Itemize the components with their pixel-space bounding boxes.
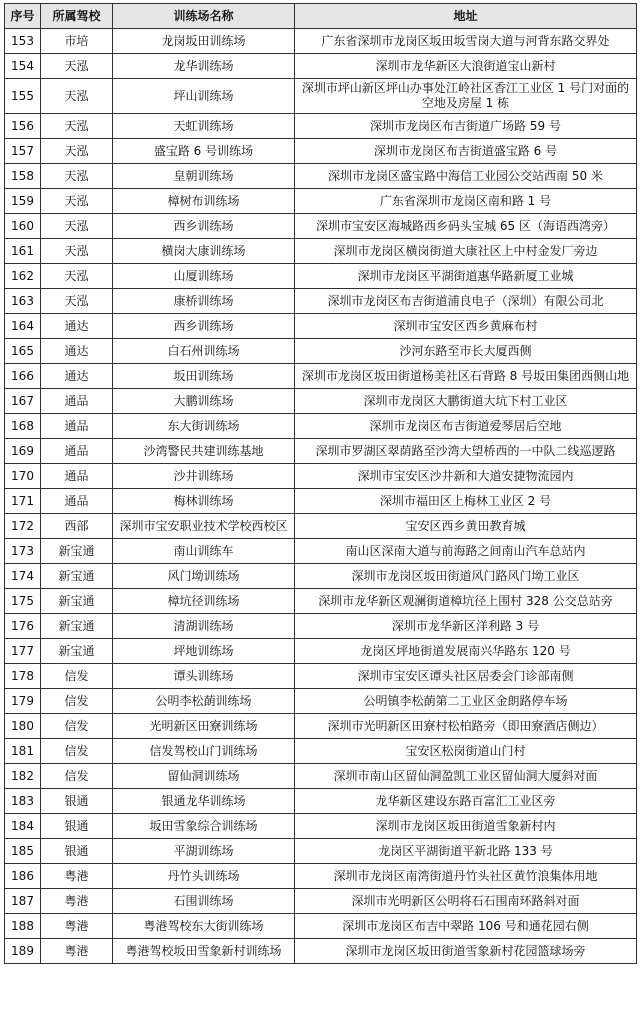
- ground-name-cell: 盛宝路 6 号训练场: [113, 139, 295, 164]
- address-cell: 深圳市龙岗区坂田街道风门路风门坳工业区: [295, 564, 637, 589]
- table-row: [5, 539, 637, 564]
- serial-number-cell: 176: [5, 614, 41, 639]
- driving-school-cell: 通品: [41, 389, 113, 414]
- address-cell: 广东省深圳市龙岗区南和路 1 号: [295, 189, 637, 214]
- header-address: 地址: [295, 4, 637, 29]
- table-header-row: [5, 4, 637, 29]
- driving-school-cell: 天泓: [41, 289, 113, 314]
- ground-name-cell: 大鹏训练场: [113, 389, 295, 414]
- serial-number-cell: 174: [5, 564, 41, 589]
- table-row: [5, 564, 637, 589]
- ground-name-cell: 樟树布训练场: [113, 189, 295, 214]
- table-row: [5, 314, 637, 339]
- ground-name-cell: 樟坑径训练场: [113, 589, 295, 614]
- address-cell: 广东省深圳市龙岗区坂田坂雪岗大道与河背东路交界处: [295, 29, 637, 54]
- serial-number-cell: 186: [5, 864, 41, 889]
- serial-number-cell: 154: [5, 54, 41, 79]
- table-row: [5, 739, 637, 764]
- table-body: [5, 29, 637, 964]
- table-row: [5, 289, 637, 314]
- table-row: [5, 439, 637, 464]
- table-row: [5, 514, 637, 539]
- driving-school-cell: 天泓: [41, 189, 113, 214]
- address-cell: 深圳市光明新区田寮村松柏路旁（即田寮酒店侧边）: [295, 714, 637, 739]
- ground-name-cell: 谭头训练场: [113, 664, 295, 689]
- table-row: [5, 764, 637, 789]
- ground-name-cell: 梅林训练场: [113, 489, 295, 514]
- serial-number-cell: 168: [5, 414, 41, 439]
- driving-school-cell: 天泓: [41, 164, 113, 189]
- driving-school-cell: 通品: [41, 464, 113, 489]
- table-row: [5, 789, 637, 814]
- serial-number-cell: 177: [5, 639, 41, 664]
- driving-school-cell: 银通: [41, 839, 113, 864]
- address-cell: 深圳市龙岗区坂田街道杨美社区石背路 8 号坂田集团西侧山地: [295, 364, 637, 389]
- table-row: [5, 814, 637, 839]
- driving-school-cell: 天泓: [41, 79, 113, 114]
- table-row: [5, 414, 637, 439]
- address-cell: 深圳市宝安区海城路西乡码头宝城 65 区（海语西湾旁）: [295, 214, 637, 239]
- driving-school-cell: 通品: [41, 439, 113, 464]
- address-cell: 深圳市光明新区公明将石石围南环路斜对面: [295, 889, 637, 914]
- ground-name-cell: 粤港驾校坂田雪象新村训练场: [113, 939, 295, 964]
- table-row: [5, 364, 637, 389]
- ground-name-cell: 天虹训练场: [113, 114, 295, 139]
- serial-number-cell: 178: [5, 664, 41, 689]
- table-row: [5, 339, 637, 364]
- driving-school-cell: 粤港: [41, 889, 113, 914]
- ground-name-cell: 山厦训练场: [113, 264, 295, 289]
- address-cell: 公明镇李松蓢第二工业区金朗路停车场: [295, 689, 637, 714]
- driving-school-cell: 通达: [41, 364, 113, 389]
- ground-name-cell: 粤港驾校东大街训练场: [113, 914, 295, 939]
- address-cell: 沙河东路至市长大厦西侧: [295, 339, 637, 364]
- driving-school-cell: 天泓: [41, 114, 113, 139]
- address-cell: 深圳市龙岗区布吉中翠路 106 号和通花园右侧: [295, 914, 637, 939]
- address-cell: 深圳市坪山新区坪山办事处江岭社区香江工业区 1 号门对面的空地及房屋 1 栋: [295, 79, 637, 114]
- ground-name-cell: 沙湾警民共建训练基地: [113, 439, 295, 464]
- address-cell: 深圳市龙岗区南湾街道丹竹头社区黄竹浪集体用地: [295, 864, 637, 889]
- driving-school-cell: 新宝通: [41, 589, 113, 614]
- driving-school-cell: 粤港: [41, 864, 113, 889]
- table-row: [5, 264, 637, 289]
- serial-number-cell: 155: [5, 79, 41, 114]
- address-cell: 深圳市福田区上梅林工业区 2 号: [295, 489, 637, 514]
- table-row: [5, 714, 637, 739]
- address-cell: 深圳市龙华新区大浪街道宝山新村: [295, 54, 637, 79]
- table-row: [5, 189, 637, 214]
- serial-number-cell: 156: [5, 114, 41, 139]
- table-row: [5, 914, 637, 939]
- table-row: [5, 689, 637, 714]
- table-row: [5, 639, 637, 664]
- serial-number-cell: 153: [5, 29, 41, 54]
- table-row: [5, 864, 637, 889]
- serial-number-cell: 164: [5, 314, 41, 339]
- table-row: [5, 54, 637, 79]
- serial-number-cell: 165: [5, 339, 41, 364]
- table-row: [5, 389, 637, 414]
- driving-school-cell: 信发: [41, 714, 113, 739]
- serial-number-cell: 157: [5, 139, 41, 164]
- ground-name-cell: 龙华训练场: [113, 54, 295, 79]
- table-row: [5, 489, 637, 514]
- address-cell: 深圳市龙岗区盛宝路中海信工业园公交站西南 50 米: [295, 164, 637, 189]
- table-row: [5, 464, 637, 489]
- table-row: [5, 114, 637, 139]
- ground-name-cell: 坪山训练场: [113, 79, 295, 114]
- serial-number-cell: 184: [5, 814, 41, 839]
- address-cell: 深圳市宝安区谭头社区居委会门诊部南侧: [295, 664, 637, 689]
- address-cell: 南山区深南大道与前海路之间南山汽车总站内: [295, 539, 637, 564]
- table-row: [5, 589, 637, 614]
- address-cell: 深圳市龙岗区布吉街道浦良电子（深圳）有限公司北: [295, 289, 637, 314]
- address-cell: 宝安区松岗街道山门村: [295, 739, 637, 764]
- address-cell: 深圳市南山区留仙洞盈凯工业区留仙洞大厦斜对面: [295, 764, 637, 789]
- serial-number-cell: 182: [5, 764, 41, 789]
- address-cell: 深圳市龙岗区布吉街道广场路 59 号: [295, 114, 637, 139]
- driving-school-cell: 粤港: [41, 914, 113, 939]
- ground-name-cell: 信发驾校山门训练场: [113, 739, 295, 764]
- table-row: [5, 939, 637, 964]
- table-row: [5, 214, 637, 239]
- driving-school-cell: 信发: [41, 739, 113, 764]
- ground-name-cell: 龙岗坂田训练场: [113, 29, 295, 54]
- ground-name-cell: 平湖训练场: [113, 839, 295, 864]
- address-cell: 深圳市罗湖区翠荫路至沙湾大望桥西的一中队二线巡逻路: [295, 439, 637, 464]
- address-cell: 深圳市龙岗区坂田街道雪象新村花园篮球场旁: [295, 939, 637, 964]
- serial-number-cell: 172: [5, 514, 41, 539]
- address-cell: 龙岗区坪地街道发展南兴华路东 120 号: [295, 639, 637, 664]
- address-cell: 龙岗区平湖街道平新北路 133 号: [295, 839, 637, 864]
- ground-name-cell: 西乡训练场: [113, 214, 295, 239]
- address-cell: 宝安区西乡黄田教育城: [295, 514, 637, 539]
- serial-number-cell: 187: [5, 889, 41, 914]
- table-row: [5, 164, 637, 189]
- driving-school-cell: 信发: [41, 689, 113, 714]
- serial-number-cell: 173: [5, 539, 41, 564]
- serial-number-cell: 171: [5, 489, 41, 514]
- serial-number-cell: 183: [5, 789, 41, 814]
- header-serial-number: 序号: [5, 4, 41, 29]
- ground-name-cell: 坪地训练场: [113, 639, 295, 664]
- ground-name-cell: 风门坳训练场: [113, 564, 295, 589]
- serial-number-cell: 163: [5, 289, 41, 314]
- serial-number-cell: 166: [5, 364, 41, 389]
- ground-name-cell: 公明李松蓢训练场: [113, 689, 295, 714]
- driving-school-cell: 银通: [41, 789, 113, 814]
- ground-name-cell: 坂田雪象综合训练场: [113, 814, 295, 839]
- ground-name-cell: 坂田训练场: [113, 364, 295, 389]
- table-row: [5, 614, 637, 639]
- address-cell: 深圳市龙岗区布吉街道盛宝路 6 号: [295, 139, 637, 164]
- driving-school-cell: 新宝通: [41, 614, 113, 639]
- serial-number-cell: 180: [5, 714, 41, 739]
- address-cell: 龙华新区建设东路百富汇工业区旁: [295, 789, 637, 814]
- address-cell: 深圳市宝安区沙井新和大道安捷物流园内: [295, 464, 637, 489]
- driving-school-cell: 粤港: [41, 939, 113, 964]
- ground-name-cell: 东大街训练场: [113, 414, 295, 439]
- driving-school-cell: 通达: [41, 314, 113, 339]
- driving-school-cell: 市培: [41, 29, 113, 54]
- serial-number-cell: 167: [5, 389, 41, 414]
- driving-school-cell: 天泓: [41, 239, 113, 264]
- ground-name-cell: 康桥训练场: [113, 289, 295, 314]
- table-row: [5, 239, 637, 264]
- ground-name-cell: 皇朝训练场: [113, 164, 295, 189]
- document-page: [4, 3, 636, 964]
- driving-school-cell: 新宝通: [41, 539, 113, 564]
- serial-number-cell: 170: [5, 464, 41, 489]
- driving-school-cell: 信发: [41, 764, 113, 789]
- ground-name-cell: 横岗大康训练场: [113, 239, 295, 264]
- driving-school-cell: 新宝通: [41, 564, 113, 589]
- table-row: [5, 79, 637, 114]
- table-row: [5, 664, 637, 689]
- serial-number-cell: 160: [5, 214, 41, 239]
- serial-number-cell: 161: [5, 239, 41, 264]
- training-ground-table: [4, 3, 637, 964]
- ground-name-cell: 深圳市宝安职业技术学校西校区: [113, 514, 295, 539]
- address-cell: 深圳市龙岗区横岗街道大康社区上中村金发厂旁边: [295, 239, 637, 264]
- driving-school-cell: 天泓: [41, 264, 113, 289]
- serial-number-cell: 185: [5, 839, 41, 864]
- table-row: [5, 889, 637, 914]
- driving-school-cell: 天泓: [41, 139, 113, 164]
- serial-number-cell: 181: [5, 739, 41, 764]
- ground-name-cell: 留仙洞训练场: [113, 764, 295, 789]
- address-cell: 深圳市龙岗区布吉街道爱琴居后空地: [295, 414, 637, 439]
- ground-name-cell: 清湖训练场: [113, 614, 295, 639]
- header-driving-school: 所属驾校: [41, 4, 113, 29]
- ground-name-cell: 光明新区田寮训练场: [113, 714, 295, 739]
- address-cell: 深圳市宝安区西乡黄麻布村: [295, 314, 637, 339]
- driving-school-cell: 天泓: [41, 54, 113, 79]
- address-cell: 深圳市龙华新区观澜街道樟坑径上围村 328 公交总站旁: [295, 589, 637, 614]
- address-cell: 深圳市龙岗区坂田街道雪象新村内: [295, 814, 637, 839]
- serial-number-cell: 159: [5, 189, 41, 214]
- driving-school-cell: 信发: [41, 664, 113, 689]
- serial-number-cell: 169: [5, 439, 41, 464]
- serial-number-cell: 179: [5, 689, 41, 714]
- serial-number-cell: 188: [5, 914, 41, 939]
- address-cell: 深圳市龙岗区大鹏街道大坑下村工业区: [295, 389, 637, 414]
- table-row: [5, 29, 637, 54]
- address-cell: 深圳市龙华新区洋利路 3 号: [295, 614, 637, 639]
- driving-school-cell: 天泓: [41, 214, 113, 239]
- driving-school-cell: 通品: [41, 414, 113, 439]
- ground-name-cell: 石围训练场: [113, 889, 295, 914]
- ground-name-cell: 丹竹头训练场: [113, 864, 295, 889]
- driving-school-cell: 通达: [41, 339, 113, 364]
- address-cell: 深圳市龙岗区平湖街道惠华路新厦工业城: [295, 264, 637, 289]
- driving-school-cell: 银通: [41, 814, 113, 839]
- table-row: [5, 839, 637, 864]
- serial-number-cell: 189: [5, 939, 41, 964]
- serial-number-cell: 162: [5, 264, 41, 289]
- ground-name-cell: 南山训练车: [113, 539, 295, 564]
- table-row: [5, 139, 637, 164]
- ground-name-cell: 白石州训练场: [113, 339, 295, 364]
- ground-name-cell: 沙井训练场: [113, 464, 295, 489]
- driving-school-cell: 新宝通: [41, 639, 113, 664]
- serial-number-cell: 158: [5, 164, 41, 189]
- header-ground-name: 训练场名称: [113, 4, 295, 29]
- driving-school-cell: 通品: [41, 489, 113, 514]
- ground-name-cell: 银通龙华训练场: [113, 789, 295, 814]
- driving-school-cell: 西部: [41, 514, 113, 539]
- serial-number-cell: 175: [5, 589, 41, 614]
- ground-name-cell: 西乡训练场: [113, 314, 295, 339]
